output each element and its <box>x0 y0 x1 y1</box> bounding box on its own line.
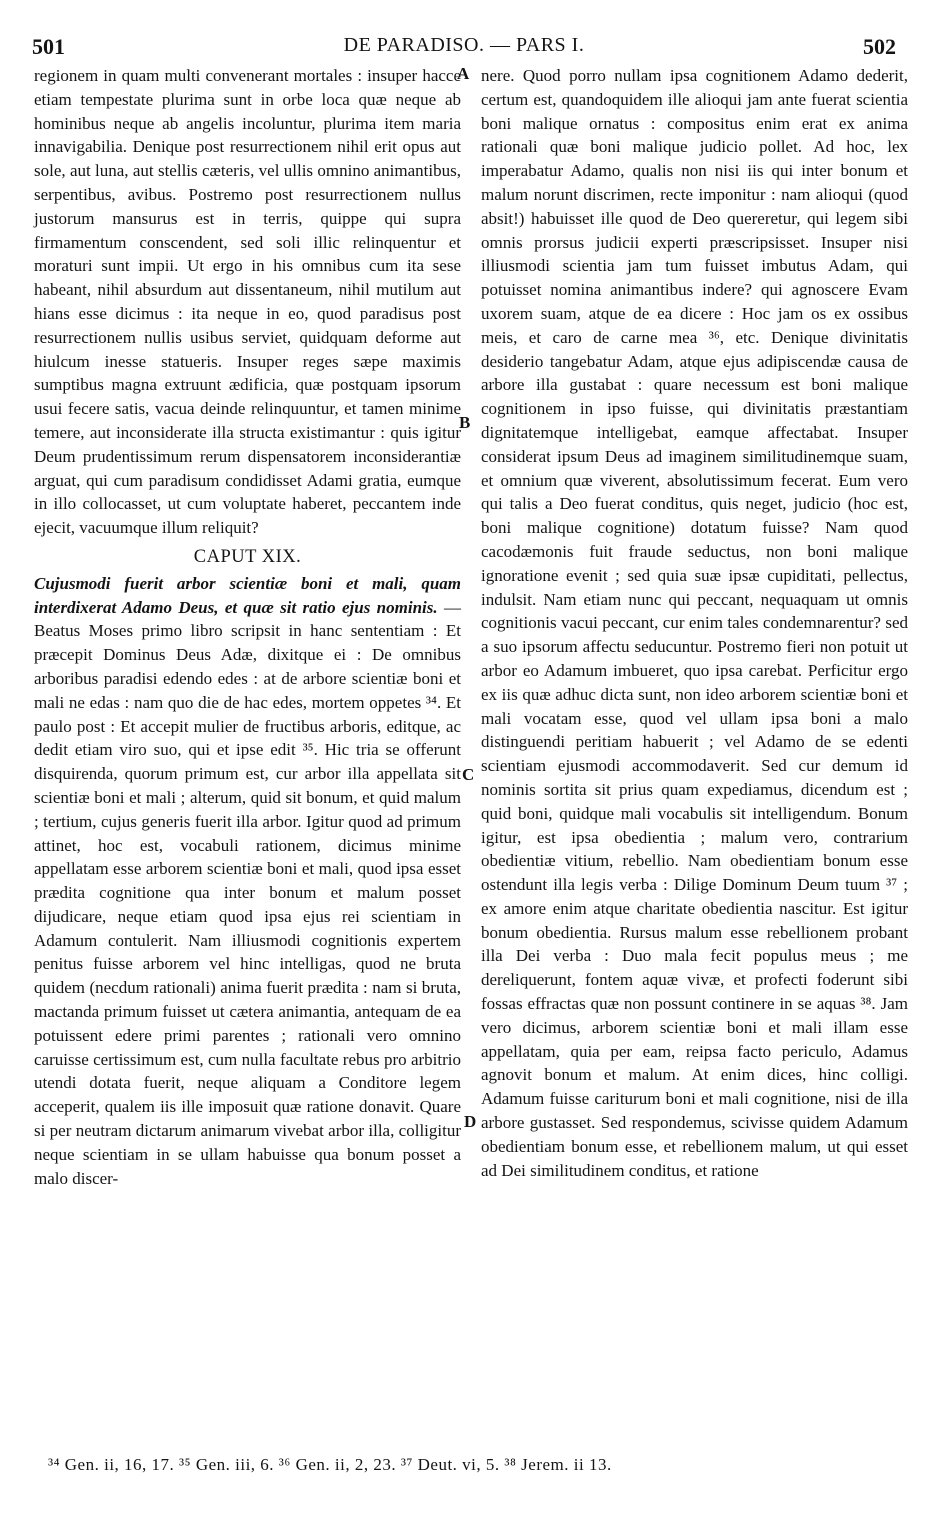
chapter-body: — Beatus Moses primo libro scripsit in hanc sententiam : Et præcepit Dominus Deus Adæ, dixitque ei : De omnibus arboribus paradisi edendo edes : at de arbore scientiæ boni et mali ne edas : nam quo die de hac edes, mortem oppetes ³⁴. Et paulo post : Et accepit mulier de fructibus arboris, editque, ac dedit etiam viro suo, qui et ipse edit ³⁵. Hic tria se offerunt disquirenda, quorum primum est, cur arbor illa appellata sit scientiæ boni et mali ; alterum, quid sit bonum, et quid malum ; tertium, cujus generis fuerit illa arbor. Igitur quod ad primum attinet, hoc est, vocabuli rationem, dicimus minime appellatam esse arborem scientiæ boni et mali, quod ipsa esset prædita cognitione qua inter bonum et malum posset dijudicare, neque etiam quod ipsa ejus rei scientiam in Adamum contulerit. Nam illiusmodi cognitionis expertem penitus fuisse arborem vel hinc intelligas, quod ne bruta quidem (necdum rationali) anima fuerit prædita : nam si bruta, mactanda primum fuisset ut cætera animantia, antequam de ea potuissent edere primi parentes ; rationali vero omnino caruisse certissimum est, cum nulla facultate rebus pro arbitrio utendi dotata fuerit, neque aliquam a Conditore legem acceperit, qualem iis ille imposuit quæ ratione donavit. Quare si per neutram dictarum animarum vivebat arbor illa, colligitur neque scientiam in se ullam habuisse qua bonum posset a malo discer- <box>34 597 461 1188</box>
left-column <box>34 64 461 1190</box>
margin-marker-d: D <box>464 1112 477 1131</box>
left-paragraph-1: regionem in quam multi convenerant mortales : insuper hacce etiam tempestate plurima sunt in orbe loca quæ neque ab hominibus neque ab angelis incoluntur, plurima item maria innavigabilia. Denique post resurrectionem nihil erit opus aut sole, aut luna, aut stellis cæteris, vel ullis omnino animantibus, serpentibus, avibus. Postremo post resurrectionem nullus justorum mansurus est in terris, quippe qui supra firmamentum conscendent, sed soli illic relinquentur et moraturi sunt impii. Ut ergo in his omnibus cum ita sese habeant, nihil absurdum aut dissentaneum, nihil mutilum aut hians esse dicimus : ita neque in eo, quod paradisus post resurrectionem nullis usibus serviet, quidquam deforme aut hiulcum inesse statueris. Insuper reges sæpe maximis sumptibus magna extruunt ædificia, quæ postquam ipsorum usui fecere satis, vacua deinde relinquuntur, et tamen minime temere, aut inconsiderate illa structa existimantur : quis igitur Deum prudentissimum rerum dispensatorem inconsiderantiæ arguat, qui cum paradisum condidisset Adami gratia, eumque in illo collocasset, ut cum voluptate haberet, peccantem inde ejecit, vacuumque illum reliquit? <box>34 66 461 538</box>
page-header <box>32 34 896 62</box>
page-number-left: 501 <box>32 34 65 59</box>
right-column <box>481 64 908 1182</box>
page-number-right: 502 <box>863 34 896 59</box>
margin-marker-b: B <box>459 413 471 432</box>
chapter-paragraph <box>34 572 461 1191</box>
running-title: DE PARADISO. — PARS I. <box>343 34 585 56</box>
chapter-heading: CAPUT XIX. <box>193 546 302 567</box>
footnotes: ³⁴ Gen. ii, 16, 17. ³⁵ Gen. iii, 6. ³⁶ Gen. ii, 2, 23. ³⁷ Deut. vi, 5. ³⁸ Jerem. ii 13. <box>48 1455 612 1474</box>
right-paragraph: nere. Quod porro nullam ipsa cognitionem Adamo dederit, certum est, quandoquidem ille alioqui jam ante fuerat scientia boni malique ornatus : compositus enim erat ex anima rationali quæ boni malique judicio pollet. Ad hoc, lex imperabatur Adamo, qualis non nisi iis qui inter bonum et malum norunt discrimen, recte imponitur : nam alioqui (quod absit!) habuisset ille quod de Deo quereretur, qui legem sibi omnis prorsus judicii experti præscripsisset. Insuper nisi illiusmodi scientia jam tum fuisset imbutus Adam, qui potuisset nomina animantibus indere? qui agnoscere Evam uxorem suam, atque de ea dicere : Hoc jam os ex ossibus meis, et caro de carne mea ³⁶, etc. Denique divinitatis desiderio tangebatur Adam, atque ejus adipiscendæ causa de arbore illa gustabat : quare necessum est boni malique cognitionem in ipso fuisse, qui divinitatis præstantiam dignitatemque intelligebat, eamque affectabat. Insuper considerat ipsum Deus ad imaginem similitudinemque suam, et omnium quæ viverent, absolutissimum fecerat. Eum vero qui talis a Deo fuerat conditus, quis neget, judicio (hoc est, boni malique cognitione) dotatum fuisse? Nam quod cacodæmonis fuit fraude seductus, non boni malique ignoratione evenit ; sed quia suæ ipsæ cupiditati, pellectus, indulsit. Nam etiam nunc qui peccant, nequaquam ut omnis cognitionis vacui peccant, cur enim tales condemnarentur? sed a suo ipsorum affectu seducuntur. Postremo fieri non potuit ut arbor eo Adamum imbueret, quo ipsa carebat. Perficitur ergo ex iis quæ adhuc dicta sunt, non ideo arborem scientiæ boni et mali vocatam esse, quod vel ullam ipsa boni a malo distinguendi peritiam habuerit ; vel Adamo de se edenti scientiam ejusmodi accommodaverit. Sed cur demum id nominis sortita sit prius quam expediamus, dicendum est ; quid boni, quidque mali vocabulis sit intelligendum. Bonum igitur, est ipsa obedientia ; malum vero, contrarium obedientiæ vitium, rebellio. Nam obedientiam bonum esse ostendunt illa legis verba : Dilige Dominum Deum tuum ³⁷ ; ex amore enim atque charitate obedientia nascitur. Est igitur bonum obedientia. Rursus malum esse rebellionem probant illa Dei verba : Duo mala fecit populus meus ; me dereliquerunt, fontem aquæ vivæ, et profecti foderunt sibi fossas effractas quæ non possunt continere in se aquas ³⁸. Jam vero dicimus, arborem scientiæ boni et mali illam esse appellatam, quia per eam, reipsa facto periculo, Adamus agnovit bonum et malum. At enim dices, hinc colligi. Adamum fuisse cariturum boni et mali cognitione, nisi de illa arbore gustasset. Sed respondemus, scivisse quidem Adamum obedientiam bonum esse, et rebellionem malum, ut qui esset ad Dei similitudinem conditus, et ratione <box>481 66 908 1180</box>
chapter-summary: Cujusmodi fuerit arbor scientiæ boni et mali, quam interdixerat Adamo Deus, et quæ sit ratio ejus nominis. <box>34 573 461 617</box>
margin-marker-c: C <box>462 765 475 784</box>
margin-marker-a: A <box>457 64 470 83</box>
